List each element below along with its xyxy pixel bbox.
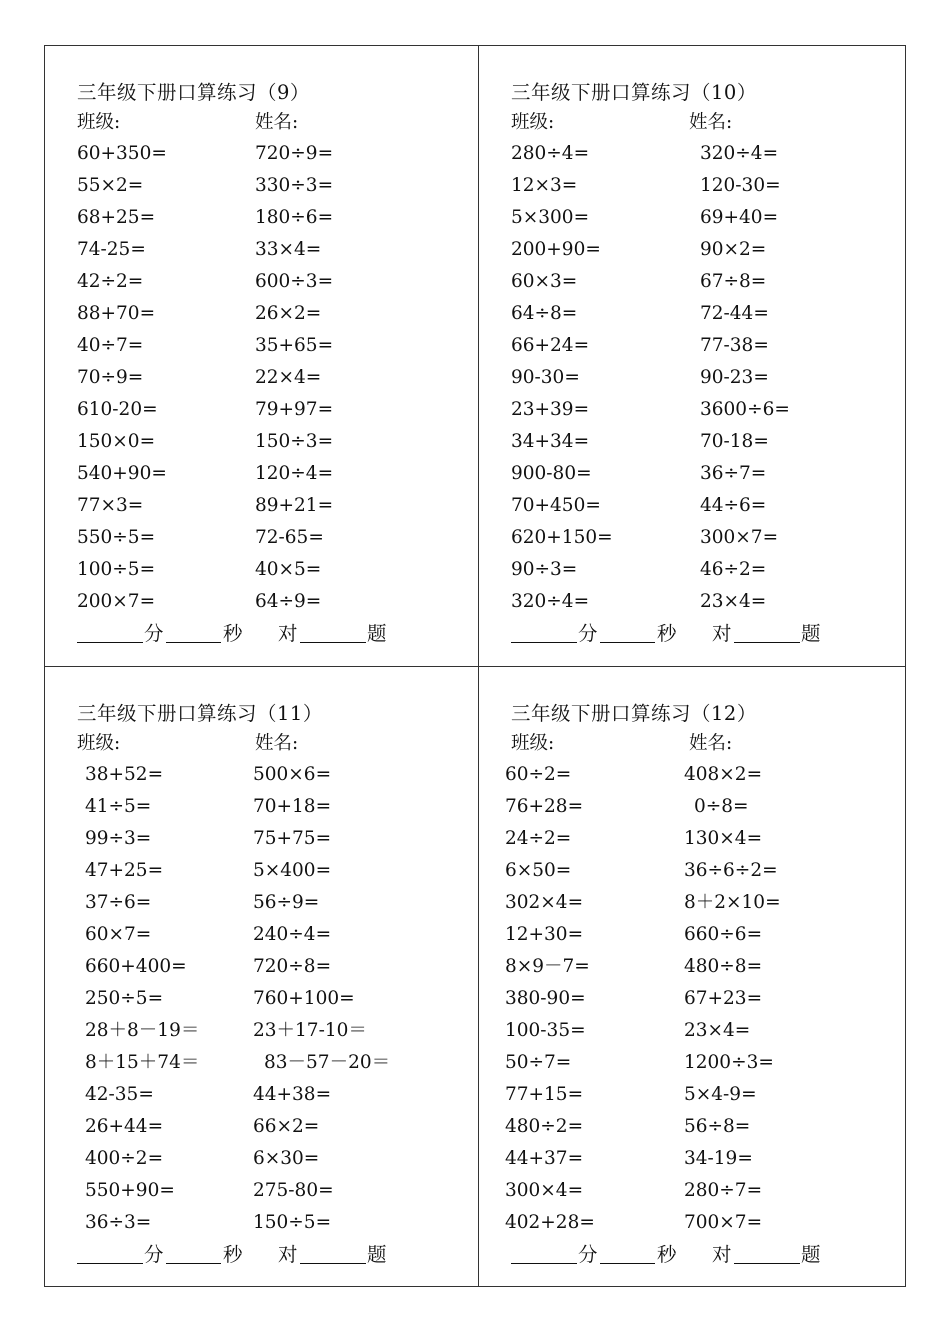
problem-left: 99÷3= [85,828,152,849]
class-label: 班级: [511,112,555,133]
problem-row [511,170,911,202]
problem-left: 100-35= [505,1020,586,1041]
problem-row [505,1143,911,1175]
problem-right: 720÷8= [253,956,332,977]
problem-left: 23+39= [511,399,590,420]
problem-left: 26+44= [85,1116,164,1137]
correct-count-blank[interactable] [300,1239,366,1264]
problem-row [77,554,477,586]
problem-left: 55×2= [77,175,144,196]
problem-left: 77×3= [77,495,144,516]
problem-row [511,586,911,618]
problem-right: 3600÷6= [700,399,790,420]
problem-left: 60×3= [511,271,578,292]
problem-left: 620+150= [511,527,613,548]
problem-right: 34-19= [684,1148,753,1169]
problem-right: 72-65= [255,527,324,548]
problem-row [511,202,911,234]
problem-left: 5×300= [511,207,590,228]
practice-panel-10 [511,78,911,650]
problem-left: 300×4= [505,1180,584,1201]
problem-row [77,522,477,554]
problem-right: 8＋2×10= [684,892,781,913]
problem-row [77,791,477,823]
problem-row [511,426,911,458]
problem-right: 22×4= [255,367,322,388]
problem-row [511,490,911,522]
problem-left: 24÷2= [505,828,572,849]
problem-left: 66+24= [511,335,590,356]
problem-right: 67+23= [684,988,763,1009]
problem-left: 90-30= [511,367,580,388]
problem-left: 12+30= [505,924,584,945]
problem-left: 60+350= [77,143,167,164]
seconds-blank[interactable] [166,1239,221,1264]
minutes-blank[interactable] [77,618,143,643]
seconds-blank[interactable] [166,618,221,643]
problem-row [505,1111,911,1143]
problem-left: 68+25= [77,207,156,228]
problem-right: 180÷6= [255,207,334,228]
problem-row [77,202,477,234]
correct-count-blank[interactable] [734,1239,800,1264]
minutes-label: 分 [144,622,164,645]
problem-row [505,919,911,951]
problem-left: 34+34= [511,431,590,452]
problem-row [511,330,911,362]
questions-label: 题 [367,1243,387,1266]
problem-row [505,983,911,1015]
problem-row [511,362,911,394]
problem-right: 120-30= [700,175,781,196]
problem-left: 74-25= [77,239,146,260]
problem-row [77,234,477,266]
problem-row [511,554,911,586]
problem-right: 23×4= [700,591,767,612]
problem-left: 12×3= [511,175,578,196]
practice-panel-12 [505,699,911,1271]
questions-label: 题 [801,1243,821,1266]
student-info-row [511,108,911,138]
problem-row [77,266,477,298]
correct-label: 对 [278,622,298,645]
problem-row [511,458,911,490]
panel-title: 三年级下册口算练习（12） [511,702,757,725]
seconds-label: 秒 [657,1243,677,1266]
problem-row [77,138,477,170]
problem-right: 720÷9= [255,143,334,164]
seconds-label: 秒 [223,1243,243,1266]
problem-right: 330÷3= [255,175,334,196]
problem-row [77,855,477,887]
problem-row [77,919,477,951]
problem-left: 77+15= [505,1084,584,1105]
problem-left: 550+90= [85,1180,175,1201]
questions-label: 题 [801,622,821,645]
problem-row [77,1111,477,1143]
name-label: 姓名: [255,112,299,133]
problem-right: 150÷3= [255,431,334,452]
problem-right: 77-38= [700,335,769,356]
problem-left: 900-80= [511,463,592,484]
problem-row [505,1047,911,1079]
problem-left: 320÷4= [511,591,590,612]
panel-title: 三年级下册口算练习（10） [511,81,757,104]
problem-row [77,759,477,791]
problem-left: 402+28= [505,1212,595,1233]
problem-row [505,887,911,919]
student-info-row [511,729,911,759]
problem-right: 1200÷3= [684,1052,774,1073]
practice-panel-11 [77,699,477,1271]
name-label: 姓名: [689,112,733,133]
problem-right: 64÷9= [255,591,322,612]
problem-left: 38+52= [85,764,164,785]
student-info-row [77,108,477,138]
problem-right: 36÷7= [700,463,767,484]
panel-title: 三年级下册口算练习（9） [77,81,310,104]
problem-left: 40÷7= [77,335,144,356]
problem-left: 302×4= [505,892,584,913]
panel-title: 三年级下册口算练习（11） [77,702,323,725]
problem-row [77,983,477,1015]
problem-right: 0÷8= [694,796,749,817]
problem-left: 100÷5= [77,559,156,580]
correct-count-blank[interactable] [734,618,800,643]
problem-left: 88+70= [77,303,156,324]
class-label: 班级: [77,733,121,754]
problem-row [77,330,477,362]
problem-right: 33×4= [255,239,322,260]
problem-left: 64÷8= [511,303,578,324]
problem-right: 40×5= [255,559,322,580]
problem-right: 83－57－20＝ [264,1052,391,1073]
problem-row [77,298,477,330]
problem-right: 26×2= [255,303,322,324]
problem-left: 60÷2= [505,764,572,785]
student-info-row [77,729,477,759]
problem-row [77,1015,477,1047]
problem-left: 76+28= [505,796,584,817]
problem-row [77,586,477,618]
seconds-label: 秒 [657,622,677,645]
problem-left: 47+25= [85,860,164,881]
problem-row [77,951,477,983]
timing-score-row [511,618,911,650]
problem-right: 66×2= [253,1116,320,1137]
problem-right: 240÷4= [253,924,332,945]
problem-row [505,951,911,983]
problem-left: 60×7= [85,924,152,945]
problem-row [77,1143,477,1175]
problem-right: 79+97= [255,399,334,420]
seconds-blank[interactable] [600,618,655,643]
problem-row [505,759,911,791]
problem-left: 400÷2= [85,1148,164,1169]
problem-left: 8＋15＋74＝ [85,1052,200,1073]
problem-row [505,791,911,823]
problem-left: 36÷3= [85,1212,152,1233]
problem-right: 760+100= [253,988,355,1009]
problem-row [505,1175,911,1207]
problem-left: 280÷4= [511,143,590,164]
problem-right: 480÷8= [684,956,763,977]
correct-count-blank[interactable] [300,618,366,643]
problem-left: 90÷3= [511,559,578,580]
problem-left: 550÷5= [77,527,156,548]
problem-right: 5×4-9= [684,1084,757,1105]
questions-label: 题 [367,622,387,645]
problem-right: 6×30= [253,1148,320,1169]
timing-score-row [77,618,477,650]
correct-label: 对 [278,1243,298,1266]
problem-left: 42-35= [85,1084,154,1105]
problem-right: 89+21= [255,495,334,516]
problem-row [77,1207,477,1239]
problem-row [77,426,477,458]
problem-right: 36÷6÷2= [684,860,778,881]
problem-right: 46÷2= [700,559,767,580]
correct-label: 对 [712,622,732,645]
problem-left: 660+400= [85,956,187,977]
problem-right: 23×4= [684,1020,751,1041]
problem-left: 70+450= [511,495,601,516]
minutes-blank[interactable] [77,1239,143,1264]
problem-right: 23＋17-10＝ [253,1020,367,1041]
problem-right: 44÷6= [700,495,767,516]
class-label: 班级: [77,112,121,133]
minutes-blank[interactable] [511,1239,577,1264]
problem-right: 660÷6= [684,924,763,945]
problem-right: 69+40= [700,207,779,228]
seconds-label: 秒 [223,622,243,645]
minutes-blank[interactable] [511,618,577,643]
problem-row [77,458,477,490]
timing-score-row [77,1239,477,1271]
name-label: 姓名: [689,733,733,754]
problem-row [77,887,477,919]
problem-right: 35+65= [255,335,334,356]
seconds-blank[interactable] [600,1239,655,1264]
problem-right: 70+18= [253,796,332,817]
problem-row [77,823,477,855]
problem-left: 41÷5= [85,796,152,817]
problem-right: 67÷8= [700,271,767,292]
problem-row [511,138,911,170]
problem-right: 700×7= [684,1212,763,1233]
problem-row [511,234,911,266]
problem-left: 8×9－7= [505,956,590,977]
problem-row [77,1175,477,1207]
problem-left: 28＋8－19＝ [85,1020,200,1041]
problem-row [511,266,911,298]
problem-left: 610-20= [77,399,158,420]
class-label: 班级: [511,733,555,754]
problem-row [77,170,477,202]
problem-row [511,394,911,426]
problem-left: 37÷6= [85,892,152,913]
problem-right: 130×4= [684,828,763,849]
problem-row [77,362,477,394]
problem-left: 250÷5= [85,988,164,1009]
problem-left: 50÷7= [505,1052,572,1073]
problem-right: 70-18= [700,431,769,452]
problem-right: 408×2= [684,764,763,785]
problem-row [505,855,911,887]
horizontal-divider [44,666,906,667]
problem-left: 44+37= [505,1148,584,1169]
problem-right: 90×2= [700,239,767,260]
problem-right: 300×7= [700,527,779,548]
problem-right: 150÷5= [253,1212,332,1233]
problem-left: 200×7= [77,591,156,612]
problem-row [77,1079,477,1111]
problem-right: 90-23= [700,367,769,388]
problem-right: 56÷8= [684,1116,751,1137]
minutes-label: 分 [578,622,598,645]
problem-left: 540+90= [77,463,167,484]
problem-right: 56÷9= [253,892,320,913]
correct-label: 对 [712,1243,732,1266]
problem-right: 600÷3= [255,271,334,292]
name-label: 姓名: [255,733,299,754]
problem-right: 320÷4= [700,143,779,164]
problem-right: 280÷7= [684,1180,763,1201]
problem-left: 480÷2= [505,1116,584,1137]
problem-right: 75+75= [253,828,332,849]
timing-score-row [511,1239,911,1271]
problem-left: 380-90= [505,988,586,1009]
problem-right: 5×400= [253,860,332,881]
problem-left: 70÷9= [77,367,144,388]
problem-left: 6×50= [505,860,572,881]
problem-row [505,1015,911,1047]
problem-row [505,1207,911,1239]
problem-left: 150×0= [77,431,156,452]
problem-row [77,490,477,522]
problem-row [511,522,911,554]
problem-right: 120÷4= [255,463,334,484]
problem-row [77,394,477,426]
practice-panel-9 [77,78,477,650]
problem-right: 275-80= [253,1180,334,1201]
problem-left: 200+90= [511,239,601,260]
minutes-label: 分 [144,1243,164,1266]
problem-row [77,1047,477,1079]
problem-right: 44+38= [253,1084,332,1105]
problem-right: 500×6= [253,764,332,785]
problem-row [505,823,911,855]
problem-row [505,1079,911,1111]
minutes-label: 分 [578,1243,598,1266]
problem-right: 72-44= [700,303,769,324]
problem-left: 42÷2= [77,271,144,292]
problem-row [511,298,911,330]
